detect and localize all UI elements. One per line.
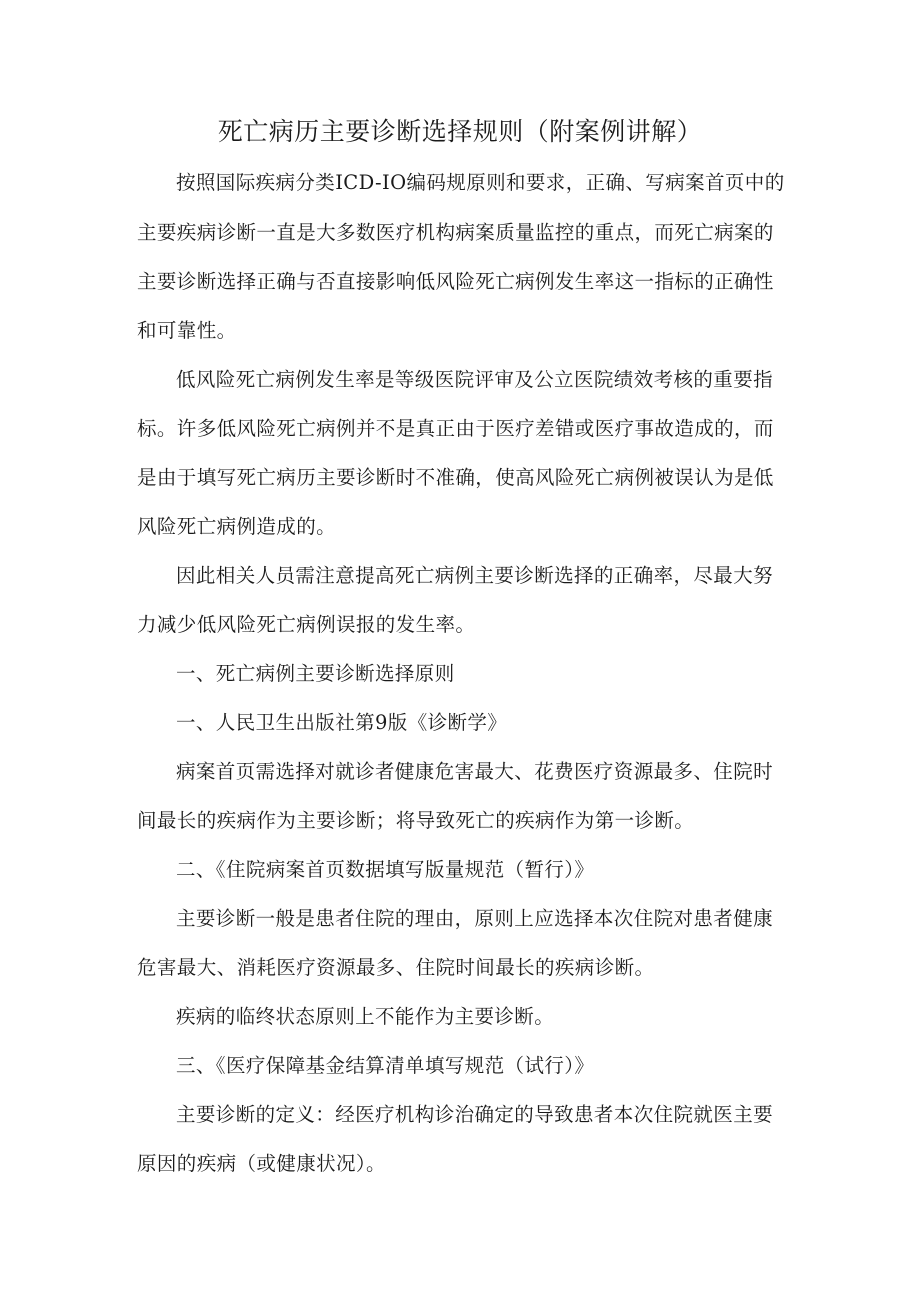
paragraph-line: 主要诊断选择正确与否直接影响低风险死亡病例发生率这一指标的正确性 xyxy=(137,270,774,293)
paragraph-line: 低风险死亡病例发生率是等级医院评审及公立医院绩效考核的重要指 xyxy=(176,368,774,391)
paragraph-line: 危害最大、消耗医疗资源最多、住院时间最长的疾病诊断。 xyxy=(137,956,655,979)
paragraph-line: 主要疾病诊断一直是大多数医疗机构病案质量监控的重点，而死亡病案的 xyxy=(137,221,774,244)
paragraph-line: 原因的疾病（或健康状况）。 xyxy=(137,1152,386,1175)
subsection-heading: 二、《住院病案首页数据填写版量规范（暂行）》 xyxy=(176,858,595,881)
paragraph-line: 因此相关人员需注意提高死亡病例主要诊断选择的正确率，尽最大努 xyxy=(176,564,774,587)
paragraph-line: 标。许多低风险死亡病例并不是真正由于医疗差错或医疗事故造成的，而 xyxy=(137,417,774,440)
paragraph-line: 是由于填写死亡病历主要诊断时不准确，使高风险死亡病例被误认为是低 xyxy=(137,466,774,489)
document-title: 死亡病历主要诊断选择规则（附案例讲解） xyxy=(217,117,703,146)
paragraph-line: 和可靠性。 xyxy=(137,319,237,342)
subsection-heading: 三、《医疗保障基金结算清单填写规范（试行）》 xyxy=(176,1054,595,1077)
paragraph-line: 间最长的疾病作为主要诊断；将导致死亡的疾病作为第一诊断。 xyxy=(137,809,695,832)
paragraph-line: 疾病的临终状态原则上不能作为主要诊断。 xyxy=(176,1005,555,1028)
paragraph-line: 主要诊断一般是患者住院的理由，原则上应选择本次住院对患者健康 xyxy=(176,907,774,930)
paragraph-line: 按照国际疾病分类ICD-IO编码规原则和要求，正确、写病案首页中的 xyxy=(176,171,785,194)
subsection-heading: 一、人民卫生出版社第9版《诊断学》 xyxy=(176,711,508,734)
paragraph-line: 主要诊断的定义：经医疗机构诊治确定的导致患者本次住院就医主要 xyxy=(176,1103,774,1126)
paragraph-line: 病案首页需选择对就诊者健康危害最大、花费医疗资源最多、住院时 xyxy=(176,760,774,783)
paragraph-line: 风险死亡病例造成的。 xyxy=(137,515,337,538)
section-heading: 一、死亡病例主要诊断选择原则 xyxy=(176,662,455,685)
paragraph-line: 力减少低风险死亡病例误报的发生率。 xyxy=(137,613,476,636)
